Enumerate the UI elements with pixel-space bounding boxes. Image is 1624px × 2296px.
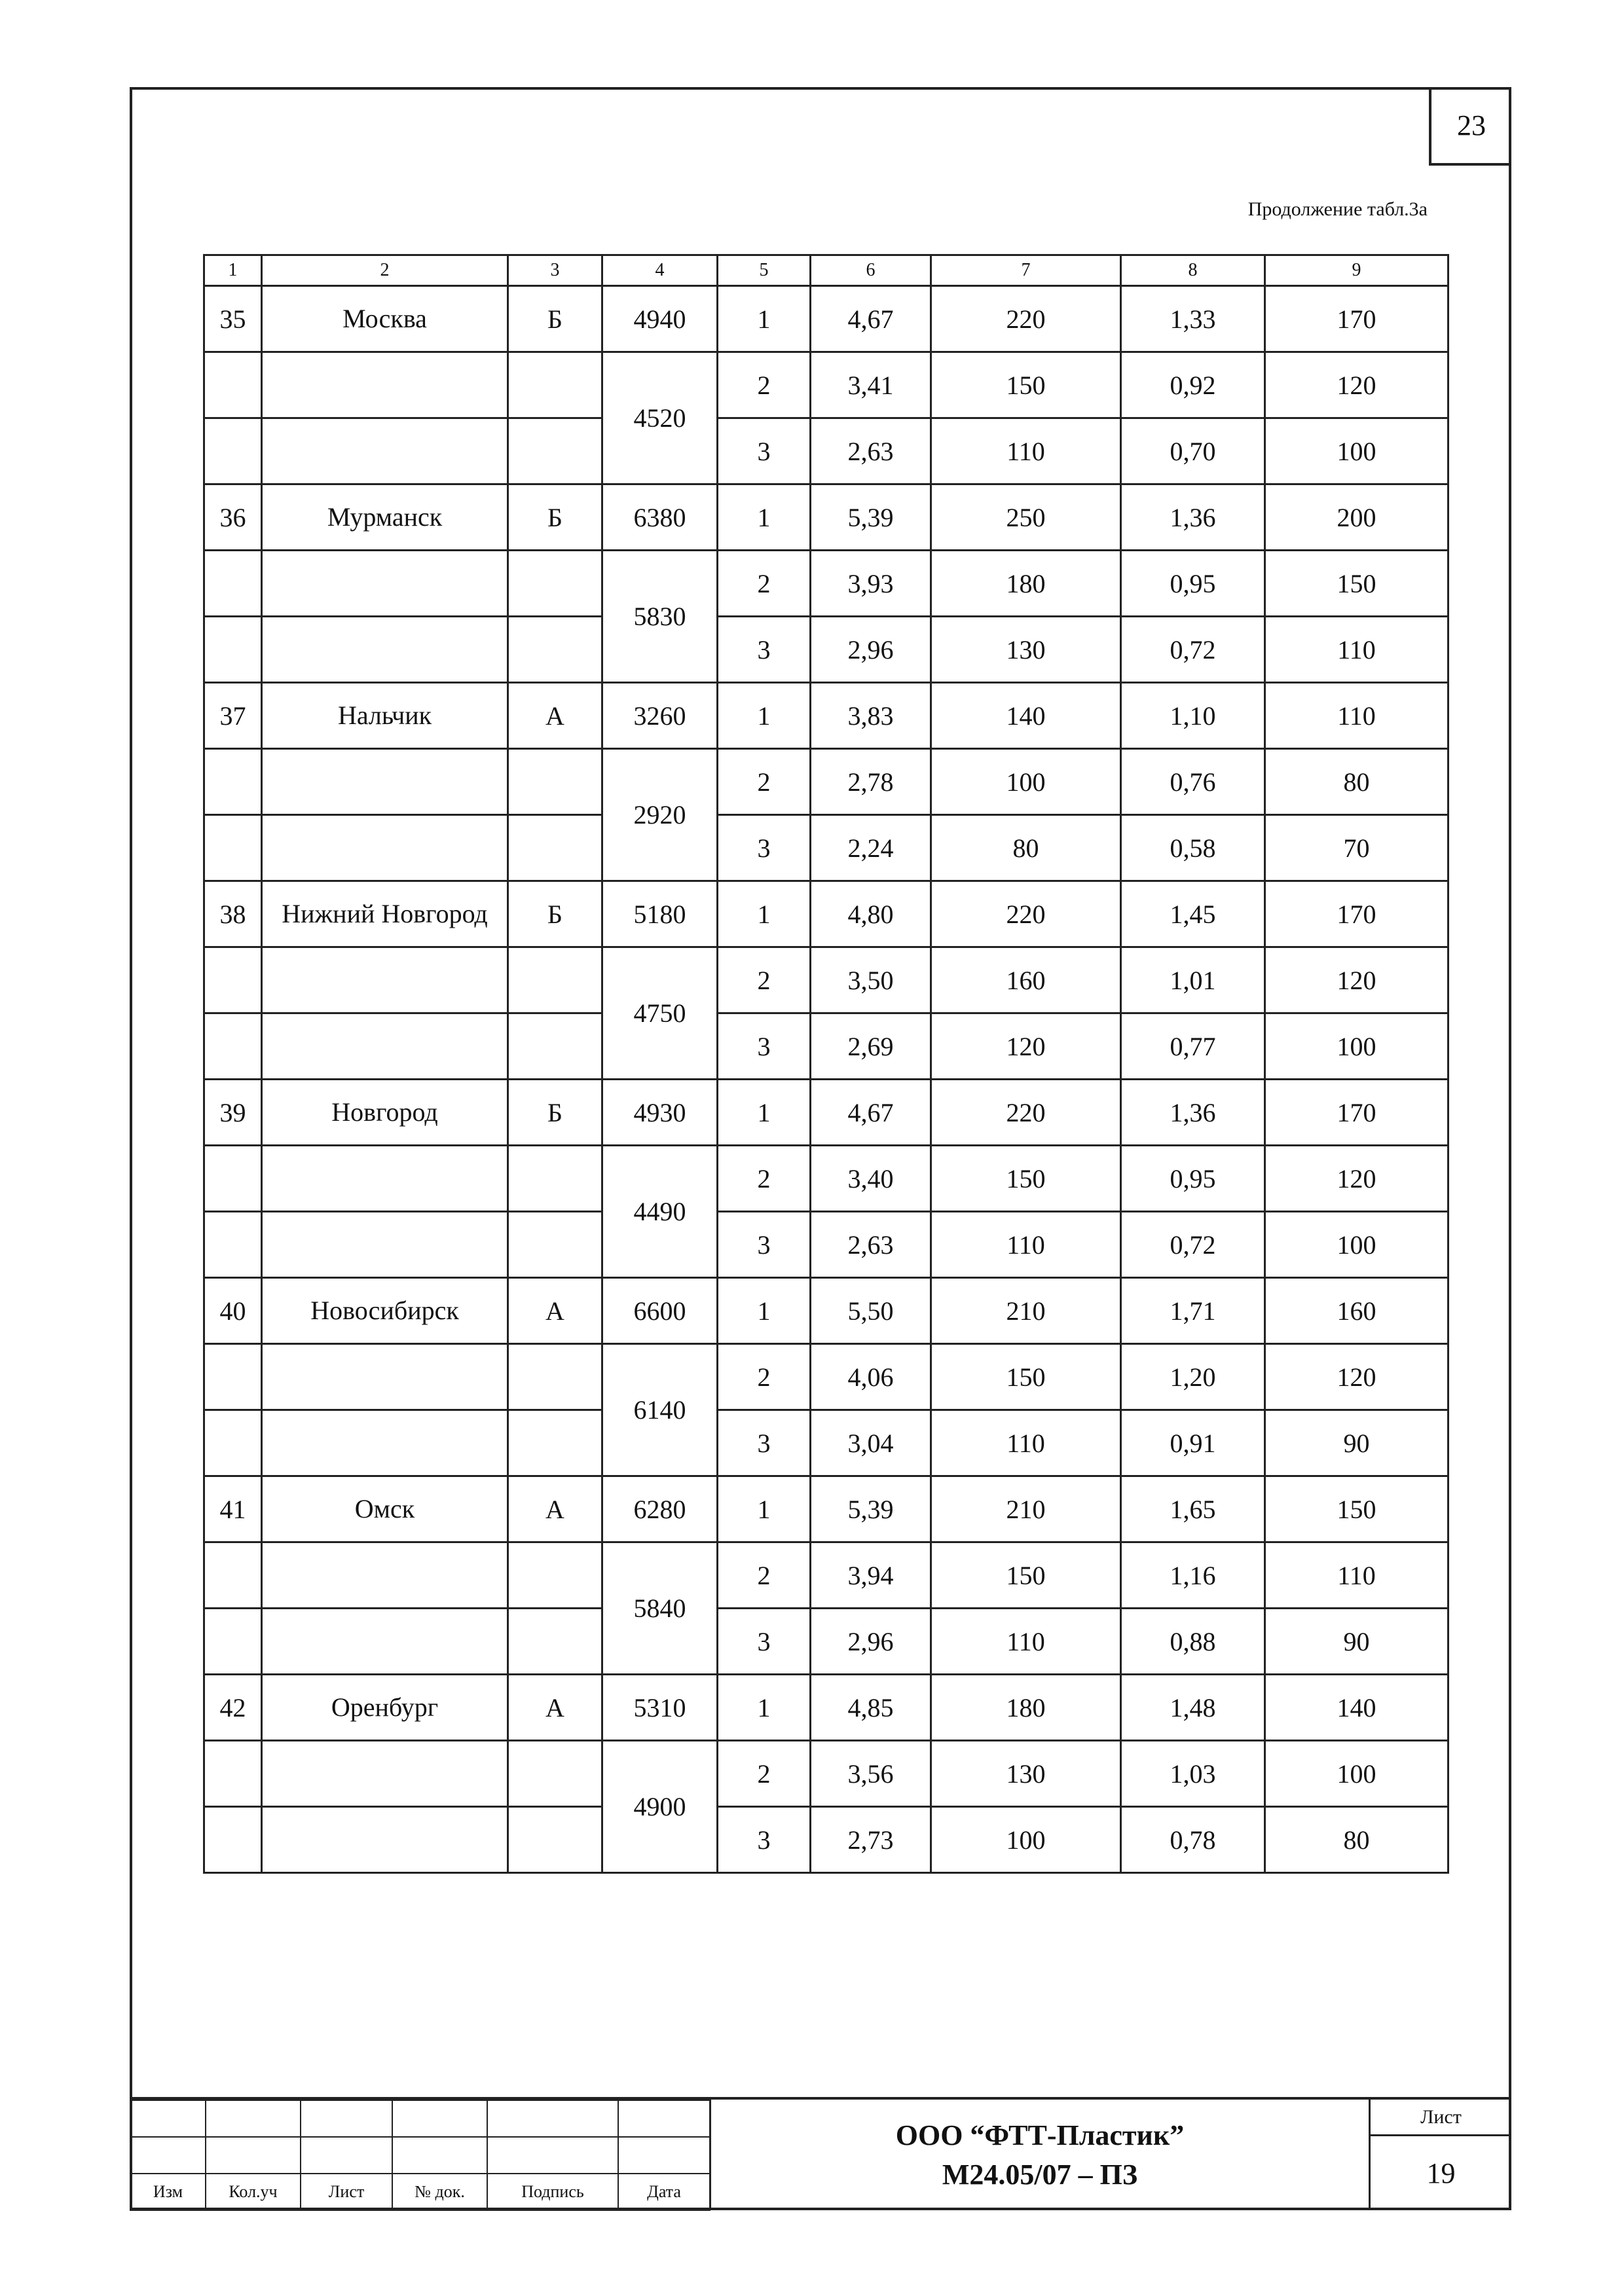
table-body — [204, 286, 1449, 1873]
value-col-8: 1,71 — [1121, 1278, 1265, 1344]
value-col-6: 3,04 — [811, 1410, 931, 1476]
empty-cell — [262, 749, 508, 815]
value-col-4: 6380 — [602, 484, 718, 551]
value-col-6: 2,96 — [811, 1609, 931, 1675]
empty-cell — [508, 815, 602, 881]
empty-cell — [204, 418, 262, 484]
table-header-row — [204, 255, 1449, 286]
row-number: 40 — [204, 1278, 262, 1344]
value-col-7: 140 — [931, 683, 1121, 749]
value-col-8: 1,20 — [1121, 1344, 1265, 1410]
value-col-7: 100 — [931, 749, 1121, 815]
title-block — [130, 2097, 1511, 2210]
value-col-5: 2 — [718, 1146, 811, 1212]
empty-cell — [508, 1344, 602, 1410]
zone: А — [508, 683, 602, 749]
value-col-9: 170 — [1265, 1080, 1449, 1146]
value-col-9: 120 — [1265, 1146, 1449, 1212]
value-col-7: 180 — [931, 551, 1121, 617]
value-col-7: 150 — [931, 1344, 1121, 1410]
value-col-5: 1 — [718, 1675, 811, 1741]
value-col-5: 1 — [718, 484, 811, 551]
value-col-5: 3 — [718, 815, 811, 881]
stamp-column-label: Изм — [130, 2174, 206, 2210]
value-col-4: 5840 — [602, 1542, 718, 1675]
value-col-8: 0,91 — [1121, 1410, 1265, 1476]
value-col-8: 1,48 — [1121, 1675, 1265, 1741]
value-col-8: 0,77 — [1121, 1013, 1265, 1080]
value-col-7: 210 — [931, 1278, 1121, 1344]
value-col-5: 2 — [718, 1542, 811, 1609]
revision-grid — [130, 2100, 710, 2211]
table-row — [204, 1080, 1449, 1146]
table-row — [204, 617, 1449, 683]
value-col-9: 110 — [1265, 617, 1449, 683]
sheet-number: 19 — [1426, 2157, 1456, 2189]
value-col-4: 4490 — [602, 1146, 718, 1278]
value-col-8: 1,01 — [1121, 947, 1265, 1013]
zone: Б — [508, 881, 602, 947]
empty-cell — [204, 1807, 262, 1873]
table-row — [204, 881, 1449, 947]
value-col-9: 100 — [1265, 1013, 1449, 1080]
row-number: 42 — [204, 1675, 262, 1741]
value-col-5: 3 — [718, 1013, 811, 1080]
value-col-6: 5,39 — [811, 484, 931, 551]
table-row — [204, 1476, 1449, 1542]
value-col-4: 4750 — [602, 947, 718, 1080]
column-header-5: 5 — [718, 255, 811, 286]
value-col-9: 160 — [1265, 1278, 1449, 1344]
empty-cell — [262, 1410, 508, 1476]
value-col-6: 5,50 — [811, 1278, 931, 1344]
continuation-label: Продолжение табл.3а — [1247, 198, 1428, 220]
table-row — [204, 1146, 1449, 1212]
empty-cell — [204, 947, 262, 1013]
value-col-9: 100 — [1265, 1741, 1449, 1807]
column-header-1: 1 — [204, 255, 262, 286]
value-col-4: 4900 — [602, 1741, 718, 1873]
value-col-5: 2 — [718, 1344, 811, 1410]
value-col-7: 100 — [931, 1807, 1121, 1873]
revision-labels-row — [130, 2174, 710, 2210]
empty-cell — [204, 1146, 262, 1212]
empty-cell — [262, 1344, 508, 1410]
value-col-5: 3 — [718, 617, 811, 683]
value-col-7: 130 — [931, 1741, 1121, 1807]
value-col-6: 3,41 — [811, 352, 931, 418]
value-col-4: 6140 — [602, 1344, 718, 1476]
table-row — [204, 1013, 1449, 1080]
table-row — [204, 1609, 1449, 1675]
table-row — [204, 683, 1449, 749]
value-col-6: 3,56 — [811, 1741, 931, 1807]
value-col-7: 150 — [931, 1542, 1121, 1609]
value-col-6: 2,24 — [811, 815, 931, 881]
zone: Б — [508, 286, 602, 352]
value-col-7: 220 — [931, 1080, 1121, 1146]
value-col-6: 3,83 — [811, 683, 931, 749]
value-col-8: 0,72 — [1121, 1212, 1265, 1278]
empty-cell — [508, 1609, 602, 1675]
value-col-9: 100 — [1265, 418, 1449, 484]
empty-cell — [262, 1609, 508, 1675]
value-col-5: 3 — [718, 1212, 811, 1278]
row-number: 38 — [204, 881, 262, 947]
value-col-5: 1 — [718, 881, 811, 947]
value-col-4: 6600 — [602, 1278, 718, 1344]
empty-cell — [204, 1741, 262, 1807]
table-row — [204, 1542, 1449, 1609]
value-col-9: 150 — [1265, 1476, 1449, 1542]
value-col-6: 3,94 — [811, 1542, 931, 1609]
revision-row — [130, 2137, 710, 2174]
empty-cell — [204, 1344, 262, 1410]
value-col-7: 110 — [931, 418, 1121, 484]
empty-cell — [262, 418, 508, 484]
value-col-6: 2,73 — [811, 1807, 931, 1873]
table-row — [204, 286, 1449, 352]
value-col-7: 120 — [931, 1013, 1121, 1080]
value-col-8: 1,10 — [1121, 683, 1265, 749]
value-col-7: 110 — [931, 1609, 1121, 1675]
column-header-9: 9 — [1265, 255, 1449, 286]
value-col-5: 3 — [718, 1410, 811, 1476]
value-col-8: 0,78 — [1121, 1807, 1265, 1873]
value-col-4: 6280 — [602, 1476, 718, 1542]
empty-cell — [508, 617, 602, 683]
value-col-7: 160 — [931, 947, 1121, 1013]
value-col-9: 200 — [1265, 484, 1449, 551]
stamp-column-label: Лист — [301, 2174, 392, 2210]
document-code: М24.05/07 – ПЗ — [942, 2158, 1138, 2191]
value-col-5: 2 — [718, 947, 811, 1013]
empty-cell — [508, 1741, 602, 1807]
zone: А — [508, 1278, 602, 1344]
value-col-6: 2,63 — [811, 1212, 931, 1278]
table-row — [204, 1212, 1449, 1278]
value-col-9: 100 — [1265, 1212, 1449, 1278]
value-col-9: 120 — [1265, 1344, 1449, 1410]
value-col-8: 1,16 — [1121, 1542, 1265, 1609]
value-col-5: 2 — [718, 551, 811, 617]
value-col-8: 0,76 — [1121, 749, 1265, 815]
value-col-5: 1 — [718, 1278, 811, 1344]
empty-cell — [262, 1807, 508, 1873]
value-col-7: 220 — [931, 286, 1121, 352]
empty-cell — [262, 1542, 508, 1609]
value-col-8: 0,58 — [1121, 815, 1265, 881]
value-col-7: 210 — [931, 1476, 1121, 1542]
table-row — [204, 1278, 1449, 1344]
value-col-7: 80 — [931, 815, 1121, 881]
value-col-6: 2,96 — [811, 617, 931, 683]
stamp-column-label: Дата — [618, 2174, 710, 2210]
empty-cell — [508, 749, 602, 815]
empty-cell — [204, 815, 262, 881]
stamp-column-label: Кол.уч — [206, 2174, 301, 2210]
empty-cell — [262, 617, 508, 683]
value-col-4: 5180 — [602, 881, 718, 947]
value-col-8: 1,33 — [1121, 286, 1265, 352]
city-name: Нальчик — [262, 683, 508, 749]
empty-cell — [262, 551, 508, 617]
value-col-9: 140 — [1265, 1675, 1449, 1741]
empty-cell — [508, 1146, 602, 1212]
revision-row — [130, 2100, 710, 2137]
value-col-8: 0,92 — [1121, 352, 1265, 418]
column-header-4: 4 — [602, 255, 718, 286]
column-header-2: 2 — [262, 255, 508, 286]
table-row — [204, 1675, 1449, 1741]
value-col-5: 3 — [718, 418, 811, 484]
table-row — [204, 815, 1449, 881]
empty-cell — [508, 947, 602, 1013]
empty-cell — [508, 1542, 602, 1609]
table-row — [204, 947, 1449, 1013]
column-header-7: 7 — [931, 255, 1121, 286]
empty-cell — [204, 1013, 262, 1080]
value-col-8: 0,72 — [1121, 617, 1265, 683]
zone: Б — [508, 484, 602, 551]
value-col-6: 4,67 — [811, 286, 931, 352]
empty-cell — [262, 947, 508, 1013]
table-row — [204, 1741, 1449, 1807]
value-col-9: 170 — [1265, 286, 1449, 352]
value-col-6: 4,06 — [811, 1344, 931, 1410]
value-col-7: 220 — [931, 881, 1121, 947]
value-col-9: 70 — [1265, 815, 1449, 881]
empty-cell — [508, 1410, 602, 1476]
city-name: Новосибирск — [262, 1278, 508, 1344]
value-col-9: 120 — [1265, 947, 1449, 1013]
value-col-7: 110 — [931, 1212, 1121, 1278]
row-number: 39 — [204, 1080, 262, 1146]
table-row — [204, 484, 1449, 551]
table-row — [204, 1344, 1449, 1410]
empty-cell — [262, 1212, 508, 1278]
value-col-8: 1,65 — [1121, 1476, 1265, 1542]
empty-cell — [262, 1741, 508, 1807]
value-col-5: 2 — [718, 1741, 811, 1807]
value-col-6: 2,63 — [811, 418, 931, 484]
value-col-4: 4930 — [602, 1080, 718, 1146]
value-col-6: 2,78 — [811, 749, 931, 815]
column-header-3: 3 — [508, 255, 602, 286]
empty-cell — [204, 1609, 262, 1675]
value-col-7: 250 — [931, 484, 1121, 551]
stamp-column-label: № док. — [392, 2174, 487, 2210]
value-col-9: 90 — [1265, 1410, 1449, 1476]
empty-cell — [508, 1212, 602, 1278]
empty-cell — [204, 749, 262, 815]
table-row — [204, 551, 1449, 617]
table-row — [204, 418, 1449, 484]
value-col-4: 3260 — [602, 683, 718, 749]
city-name: Нижний Новгород — [262, 881, 508, 947]
empty-cell — [508, 551, 602, 617]
value-col-7: 110 — [931, 1410, 1121, 1476]
empty-cell — [204, 617, 262, 683]
city-name: Оренбург — [262, 1675, 508, 1741]
value-col-8: 0,70 — [1121, 418, 1265, 484]
column-header-8: 8 — [1121, 255, 1265, 286]
value-col-6: 4,67 — [811, 1080, 931, 1146]
sheet-label: Лист — [1371, 2100, 1511, 2136]
value-col-4: 2920 — [602, 749, 718, 881]
value-col-5: 1 — [718, 1080, 811, 1146]
empty-cell — [204, 1212, 262, 1278]
value-col-5: 2 — [718, 352, 811, 418]
row-number: 35 — [204, 286, 262, 352]
value-col-5: 1 — [718, 286, 811, 352]
empty-cell — [262, 1013, 508, 1080]
value-col-4: 4940 — [602, 286, 718, 352]
value-col-6: 2,69 — [811, 1013, 931, 1080]
row-number: 36 — [204, 484, 262, 551]
value-col-7: 150 — [931, 352, 1121, 418]
value-col-6: 4,80 — [811, 881, 931, 947]
city-name: Новгород — [262, 1080, 508, 1146]
value-col-9: 120 — [1265, 352, 1449, 418]
empty-cell — [508, 1807, 602, 1873]
value-col-6: 3,93 — [811, 551, 931, 617]
value-col-9: 80 — [1265, 1807, 1449, 1873]
city-name: Москва — [262, 286, 508, 352]
value-col-6: 4,85 — [811, 1675, 931, 1741]
value-col-6: 3,40 — [811, 1146, 931, 1212]
empty-cell — [204, 1542, 262, 1609]
value-col-8: 0,95 — [1121, 551, 1265, 617]
table-row — [204, 1807, 1449, 1873]
value-col-9: 150 — [1265, 551, 1449, 617]
value-col-5: 3 — [718, 1807, 811, 1873]
climate-table — [203, 254, 1449, 1874]
column-header-6: 6 — [811, 255, 931, 286]
table-row — [204, 1410, 1449, 1476]
value-col-8: 0,88 — [1121, 1609, 1265, 1675]
value-col-6: 5,39 — [811, 1476, 931, 1542]
empty-cell — [508, 418, 602, 484]
value-col-8: 1,36 — [1121, 1080, 1265, 1146]
value-col-8: 1,45 — [1121, 881, 1265, 947]
empty-cell — [262, 352, 508, 418]
value-col-9: 110 — [1265, 1542, 1449, 1609]
value-col-7: 130 — [931, 617, 1121, 683]
value-col-5: 2 — [718, 749, 811, 815]
value-col-6: 3,50 — [811, 947, 931, 1013]
empty-cell — [508, 1013, 602, 1080]
city-name: Мурманск — [262, 484, 508, 551]
value-col-8: 1,36 — [1121, 484, 1265, 551]
value-col-5: 3 — [718, 1609, 811, 1675]
value-col-5: 1 — [718, 683, 811, 749]
city-name: Омск — [262, 1476, 508, 1542]
value-col-8: 0,95 — [1121, 1146, 1265, 1212]
zone: Б — [508, 1080, 602, 1146]
empty-cell — [262, 815, 508, 881]
row-number: 41 — [204, 1476, 262, 1542]
empty-cell — [204, 1410, 262, 1476]
stamp-column-label: Подпись — [487, 2174, 618, 2210]
zone: А — [508, 1675, 602, 1741]
organization-block — [709, 2100, 1371, 2210]
table-row — [204, 749, 1449, 815]
value-col-4: 4520 — [602, 352, 718, 484]
table-row — [204, 352, 1449, 418]
value-col-9: 170 — [1265, 881, 1449, 947]
empty-cell — [262, 1146, 508, 1212]
row-number: 37 — [204, 683, 262, 749]
value-col-9: 90 — [1265, 1609, 1449, 1675]
value-col-7: 180 — [931, 1675, 1121, 1741]
value-col-5: 1 — [718, 1476, 811, 1542]
empty-cell — [204, 551, 262, 617]
organization-name: ООО “ФТТ-Пластик” — [895, 2119, 1185, 2152]
zone: А — [508, 1476, 602, 1542]
value-col-4: 5310 — [602, 1675, 718, 1741]
empty-cell — [204, 352, 262, 418]
value-col-9: 110 — [1265, 683, 1449, 749]
value-col-9: 80 — [1265, 749, 1449, 815]
value-col-4: 5830 — [602, 551, 718, 683]
empty-cell — [508, 352, 602, 418]
value-col-7: 150 — [931, 1146, 1121, 1212]
value-col-8: 1,03 — [1121, 1741, 1265, 1807]
page-number: 23 — [1429, 87, 1511, 166]
